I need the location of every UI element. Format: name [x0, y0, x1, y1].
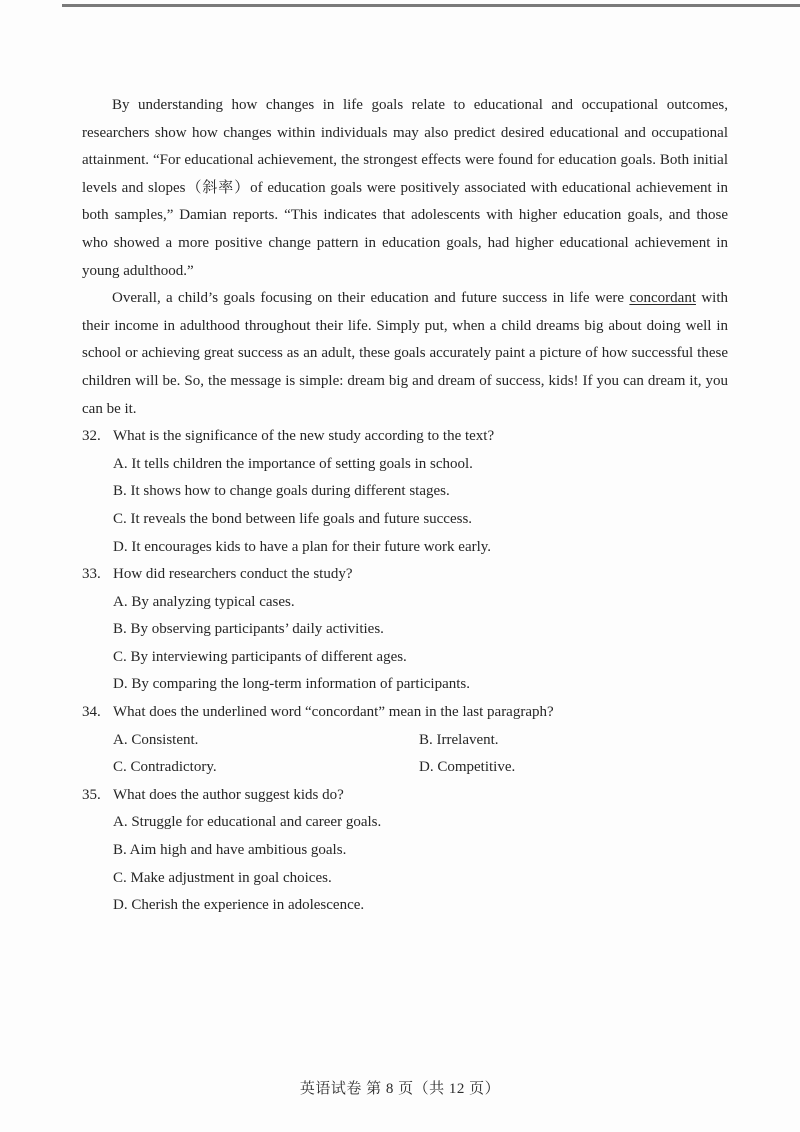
paragraph-2: [82, 285, 728, 423]
option-a: A. It tells children the importance of setting goals in school.: [113, 455, 473, 472]
top-rule: [62, 4, 800, 7]
option-c: C. Make adjustment in goal choices.: [113, 869, 332, 886]
option-d: D. Cherish the experience in adolescence.: [113, 897, 365, 914]
paragraph-2-text-before: Overall, a child’s goals focusing on their education and future success in life were: [112, 290, 630, 307]
passage-and-questions: [82, 92, 728, 920]
option-row: [82, 616, 728, 644]
question-number: 33.: [82, 566, 101, 583]
option-b: B. It shows how to change goals during different stages.: [113, 483, 450, 500]
option-row: [82, 809, 728, 837]
option-d: D. Competitive.: [419, 759, 516, 776]
question-text: What does the underlined word “concordant” mean in the last paragraph?: [113, 704, 554, 721]
question-32: [82, 423, 728, 451]
option-row: [82, 478, 728, 506]
option-row: [82, 727, 728, 755]
underlined-word: concordant: [629, 290, 696, 307]
option-row: [82, 589, 728, 617]
question-number: 34.: [82, 704, 101, 721]
option-row: [82, 644, 728, 672]
option-row: [82, 837, 728, 865]
option-row: [82, 451, 728, 479]
option-b: B. Irrelavent.: [419, 731, 499, 748]
paragraph-2-text-after: with their income in adulthood throughout their life. Simply put, when a child dreams big about doing well in school or achieving great success as an adult, these goals accurately paint a picture of how successful these children will be. So, the message is simple: dream big and dream of success, kids! If you can dream it, you can be it.: [82, 290, 728, 417]
question-number: 35.: [82, 786, 101, 803]
option-row: [82, 892, 728, 920]
question-35: [82, 782, 728, 810]
paragraph-1-text: By understanding how changes in life goals relate to educational and occupational outcomes, researchers show how changes within individuals may also predict desired educational and occupational attainment. “For educational achievement, the strongest effects were found for education goals. Both initial levels and slopes（斜率）of education goals were positively associated with educational achievement in both samples,” Damian reports. “This indicates that adolescents with higher education goals, and those who showed a more positive change pattern in education goals, had higher educational achievement in young adulthood.”: [82, 97, 728, 279]
option-a: A. Consistent.: [113, 731, 199, 748]
option-row: [82, 754, 728, 782]
option-c: C. It reveals the bond between life goals and future success.: [113, 510, 473, 527]
option-d: D. It encourages kids to have a plan for their future work early.: [113, 538, 492, 555]
question-text: What does the author suggest kids do?: [113, 786, 344, 803]
option-d: D. By comparing the long-term information of participants.: [113, 676, 470, 693]
option-c: C. Contradictory.: [113, 759, 217, 776]
question-text: How did researchers conduct the study?: [113, 566, 353, 583]
option-a: A. Struggle for educational and career goals.: [113, 814, 382, 831]
option-b: B. By observing participants’ daily activities.: [113, 621, 384, 638]
option-row: [82, 671, 728, 699]
option-c: C. By interviewing participants of different ages.: [113, 648, 407, 665]
option-row: [82, 506, 728, 534]
option-a: A. By analyzing typical cases.: [113, 593, 295, 610]
question-34: [82, 699, 728, 727]
paragraph-1: [82, 92, 728, 285]
question-number: 32.: [82, 428, 101, 445]
question-text: What is the significance of the new study according to the text?: [113, 428, 495, 445]
option-b: B. Aim high and have ambitious goals.: [113, 842, 347, 859]
option-row: [82, 534, 728, 562]
page-footer: 英语试卷 第 8 页（共 12 页）: [299, 1081, 501, 1097]
question-33: [82, 561, 728, 589]
option-row: [82, 865, 728, 893]
